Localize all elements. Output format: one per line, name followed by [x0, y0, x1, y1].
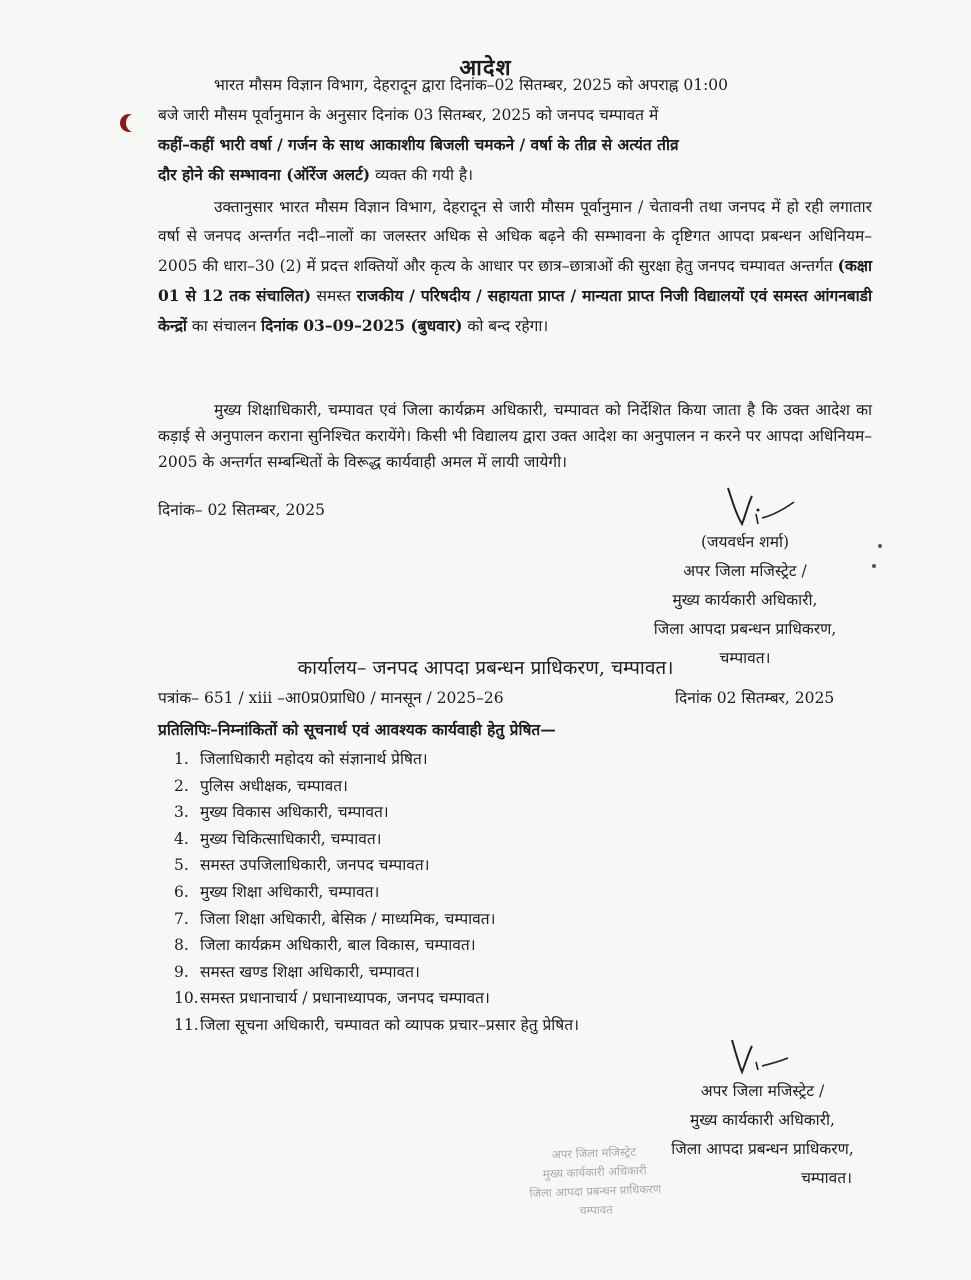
- office-title: कार्यालय– जनपद आपदा प्रबन्धन प्राधिकरण, चम्पावत।: [297, 657, 674, 679]
- list-item-number: 1.: [174, 750, 189, 768]
- list-item-text: मुख्य शिक्षा अधिकारी, चम्पावत।: [200, 882, 380, 901]
- para2-part3: का संचालन: [186, 317, 262, 335]
- margin-mark: [120, 114, 138, 132]
- para1-line4-rest: व्यक्त की गयी है।: [370, 166, 474, 184]
- signatory2-designation-1: अपर जिला मजिस्ट्रेट /: [700, 1082, 825, 1100]
- list-item: [174, 879, 579, 906]
- signatory-place: चम्पावत।: [719, 649, 771, 667]
- list-item-number: 6.: [174, 882, 189, 901]
- list-item-number: 9.: [174, 962, 189, 981]
- list-item: [174, 746, 579, 773]
- orange-alert-text: दौर होने की सम्भावना (ऑरेंज अलर्ट): [158, 165, 371, 184]
- reference-number: पत्रांक– 651 / xiii –आ0प्र0प्राधि0 / मानसून / 2025–26: [158, 689, 504, 707]
- signatory2-place: चम्पावत।: [801, 1169, 852, 1187]
- faded-stamp: [489, 1140, 702, 1223]
- stamp-line-4: चम्पावत: [579, 1202, 613, 1218]
- list-item: [174, 959, 579, 986]
- stamp-line-3: जिला आपदा प्रबन्धन प्राधिकरण: [529, 1181, 662, 1201]
- para2-text: [158, 193, 872, 341]
- para1-line4: [158, 160, 872, 190]
- list-item: [174, 773, 579, 800]
- signature-scrawl-2: [726, 1036, 796, 1080]
- paragraph-school-closure: [158, 193, 872, 341]
- order-date: दिनांक– 02 सितम्बर, 2025: [158, 501, 325, 519]
- copy-list: [174, 746, 579, 1039]
- signatory2-designation-2: मुख्य कार्यकारी अधिकारी,: [690, 1111, 835, 1129]
- list-item-text: समस्त खण्ड शिक्षा अधिकारी, चम्पावत।: [200, 962, 420, 981]
- list-item-number: 11.: [174, 1015, 199, 1034]
- list-item-number: 5.: [174, 856, 189, 875]
- signatory-name: (जयवर्धन शर्मा): [700, 533, 790, 551]
- signatory-designation-3: जिला आपदा प्रबन्धन प्राधिकरण,: [653, 620, 837, 638]
- institution-types: राजकीय / परिषदीय / सहायता प्राप्त / मान्यता प्राप्त निजी विद्यालयों एवं समस्त आंगनबाडी केन्द्रों: [158, 286, 872, 335]
- list-item-text: समस्त प्रधानाचार्य / प्रधानाध्यापक, जनपद चम्पावत।: [200, 989, 490, 1008]
- list-item-number: 8.: [174, 936, 189, 955]
- list-item-text: जिला सूचना अधिकारी, चम्पावत को व्यापक प्रचार–प्रसार हेतु प्रेषित।: [200, 1015, 579, 1034]
- para1-line2: बजे जारी मौसम पूर्वानुमान के अनुसार दिनांक 03 सितम्बर, 2025 को जनपद चम्पावत में: [158, 106, 659, 124]
- signature-scrawl-1: [722, 484, 802, 534]
- para2-part4: को बन्द रहेगा।: [462, 317, 549, 335]
- list-item: [174, 799, 579, 826]
- list-item-number: 7.: [174, 909, 189, 928]
- list-item-number: 3.: [174, 803, 189, 822]
- speck: [878, 544, 882, 548]
- closure-date: दिनांक 03–09–2025 (बुधवार): [261, 316, 463, 335]
- list-item: [174, 1012, 579, 1039]
- list-item: [174, 826, 579, 853]
- class-range: (कक्षा 01 से 12 तक संचालित): [158, 256, 872, 305]
- signatory-block-1: [610, 528, 880, 673]
- para1-line3: कहीं–कहीं भारी वर्षा / गर्जन के साथ आकाशीय बिजली चमकने / वर्षा के तीव्र से अत्यंत तीव्र: [158, 135, 679, 154]
- signatory-designation-1: अपर जिला मजिस्ट्रेट /: [683, 562, 807, 580]
- paragraph-compliance: [158, 397, 872, 475]
- stamp-line-1: अपर जिला मजिस्ट्रेट: [551, 1144, 637, 1162]
- para3-text: मुख्य शिक्षाधिकारी, चम्पावत एवं जिला कार्यक्रम अधिकारी, चम्पावत को निर्देशित किया जाता है कि उक्त आदेश का कड़ाई से अनुपालन कराना सुनिश्चित करायेंगे। किसी भी विद्यालय द्वारा उक्त आदेश का अनुपालन न करने पर आपदा अधिनियम–2005 के अन्तर्गत सम्बन्धितों के विरूद्ध कार्यवाही अमल में लायी जायेगी।: [158, 401, 872, 471]
- list-item: [174, 932, 579, 959]
- list-item-number: 10.: [174, 989, 199, 1008]
- para2-part1: उक्तानुसार भारत मौसम विज्ञान विभाग, देहरादून से जारी मौसम पूर्वानुमान / चेतावनी तथा जनपद में हो रही लगातार वर्षा से जनपद अन्तर्गत नदी–नालों का जलस्तर अधिक से अधिक बढ़ने की सम्भावना के दृष्टिगत आपदा प्रबन्धन अधिनियम–2005 की धारा–30 (2) में प्रदत्त शक्तियों और कृत्य के आधार पर छात्र–छात्राओं की सुरक्षा हेतु जनपद चम्पावत अन्तर्गत: [158, 198, 872, 275]
- list-item-text: जिला कार्यक्रम अधिकारी, बाल विकास, चम्पावत।: [200, 936, 476, 955]
- list-item-text: मुख्य विकास अधिकारी, चम्पावत।: [200, 803, 389, 822]
- para2-part2: समस्त: [311, 287, 357, 305]
- stamp-line-2: मुख्य कार्यकारी अधिकारी: [542, 1163, 647, 1181]
- list-item-text: मुख्य चिकित्साधिकारी, चम्पावत।: [200, 829, 382, 848]
- list-item-text: जिला शिक्षा अधिकारी, बेसिक / माध्यमिक, चम्पावत।: [200, 909, 496, 928]
- order-title: आदेश: [459, 55, 512, 81]
- list-item-text: समस्त उपजिलाधिकारी, जनपद चम्पावत।: [200, 856, 430, 875]
- list-item-text: पुलिस अधीक्षक, चम्पावत।: [200, 776, 348, 795]
- paragraph-weather-forecast: [158, 70, 872, 190]
- reference-date: दिनांक 02 सितम्बर, 2025: [675, 689, 835, 707]
- speck: [872, 564, 876, 568]
- list-item: [174, 906, 579, 933]
- para1-line1: भारत मौसम विज्ञान विभाग, देहरादून द्वारा दिनांक–02 सितम्बर, 2025 को अपराह्न 01:00: [214, 76, 729, 94]
- list-item-number: 4.: [174, 829, 189, 848]
- copy-heading: प्रतिलिपिः–निम्नांकितों को सूचनार्थ एवं आवश्यक कार्यवाही हेतु प्रेषित—: [158, 720, 556, 739]
- list-item: [174, 852, 579, 879]
- list-item-number: 2.: [174, 776, 189, 795]
- list-item: [174, 985, 579, 1012]
- list-item-text: जिलाधिकारी महोदय को संज्ञानार्थ प्रेषित।: [200, 750, 428, 768]
- signatory2-designation-3: जिला आपदा प्रबन्धन प्राधिकरण,: [671, 1140, 854, 1158]
- signatory-designation-2: मुख्य कार्यकारी अधिकारी,: [672, 591, 818, 609]
